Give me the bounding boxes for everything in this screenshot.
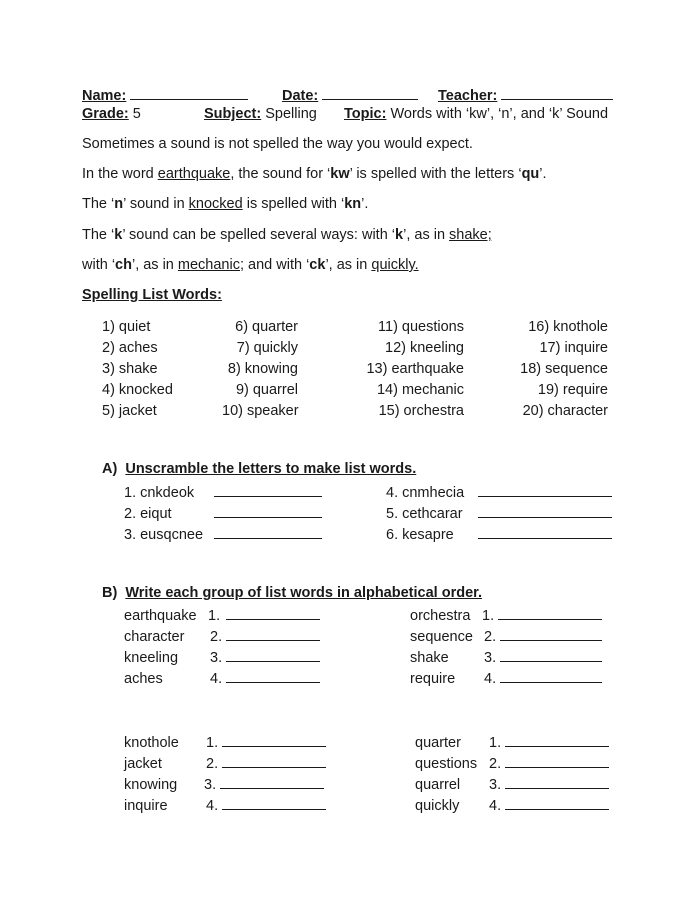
answer-blank[interactable] <box>478 483 612 497</box>
alpha-group-1 <box>124 606 320 690</box>
answer-blank[interactable] <box>500 648 602 662</box>
answer-blank[interactable] <box>505 733 609 747</box>
teacher-label: Teacher: <box>438 88 498 104</box>
name-field <box>82 86 248 104</box>
alpha-row <box>410 606 602 627</box>
alpha-row <box>410 648 602 669</box>
intro-line-3 <box>82 196 368 212</box>
text: In the word <box>82 166 158 182</box>
alpha-group-3 <box>124 733 326 817</box>
group-word: character <box>124 629 185 645</box>
section-b-letter: B) <box>102 585 118 601</box>
text: ’ sound can be spelled several ways: with ‘ <box>122 227 396 243</box>
section-a-title: Unscramble the letters to make list words. <box>125 461 417 477</box>
group-word: knothole <box>124 735 179 751</box>
teacher-field <box>438 86 613 104</box>
text: , the sound for ‘ <box>230 166 331 182</box>
intro-line-5 <box>82 257 419 273</box>
subject-label: Subject: <box>204 106 262 122</box>
topic-field <box>344 106 608 122</box>
section-a-left <box>124 483 322 546</box>
text: ’. <box>361 196 369 212</box>
date-blank[interactable] <box>322 86 418 100</box>
group-word: orchestra <box>410 608 471 624</box>
alpha-row <box>124 627 320 648</box>
spelling-list-title: Spelling List Words: <box>82 287 222 303</box>
sound-key: kn <box>344 196 362 212</box>
answer-blank[interactable] <box>222 733 326 747</box>
answer-blank[interactable] <box>500 669 602 683</box>
list-item: 9) quarrel <box>235 382 298 398</box>
list-item: 11) questions <box>378 319 464 335</box>
group-word: shake <box>410 650 449 666</box>
text: ’, as in <box>403 227 450 243</box>
list-item: 3) shake <box>102 361 158 377</box>
topic-value: Words with ‘kw’, ‘n’, and ‘k’ Sound <box>390 106 609 122</box>
teacher-blank[interactable] <box>501 86 613 100</box>
scramble-item <box>124 504 322 525</box>
text: is spelled with ‘ <box>242 196 345 212</box>
section-a-heading <box>102 461 416 477</box>
answer-blank[interactable] <box>478 504 612 518</box>
order-number: 2. <box>489 756 502 772</box>
alpha-row <box>415 796 609 817</box>
answer-blank[interactable] <box>214 525 322 539</box>
sound-key: ch <box>115 257 132 273</box>
spelling-column-3 <box>360 317 464 422</box>
text: The ‘ <box>82 196 115 212</box>
sound-key: kw <box>330 166 350 182</box>
text: with ‘ <box>82 257 116 273</box>
order-number: 3. <box>204 777 217 793</box>
intro-line-1: Sometimes a sound is not spelled the way you would expect. <box>82 136 473 152</box>
sound-key: qu <box>521 166 540 182</box>
list-item: 2) aches <box>102 340 158 356</box>
example-word: knocked <box>188 196 243 212</box>
list-item: 17) inquire <box>539 340 608 356</box>
scramble-word: 5. cethcarar <box>386 506 463 522</box>
group-word: quarter <box>415 735 461 751</box>
example-word: shake; <box>449 227 492 243</box>
answer-blank[interactable] <box>505 754 609 768</box>
scramble-word: 4. cnmhecia <box>386 485 465 501</box>
spelling-column-4 <box>514 317 608 422</box>
name-label: Name: <box>82 88 127 104</box>
order-number: 2. <box>484 629 497 645</box>
answer-blank[interactable] <box>498 606 602 620</box>
group-word: inquire <box>124 798 168 814</box>
example-word: earthquake <box>157 166 231 182</box>
group-word: kneeling <box>124 650 179 666</box>
text: ’, as in <box>131 257 178 273</box>
group-word: questions <box>415 756 478 772</box>
alpha-row <box>410 627 602 648</box>
alpha-row <box>415 754 609 775</box>
group-word: quarrel <box>415 777 461 793</box>
alpha-group-4 <box>415 733 609 817</box>
subject-field <box>204 106 317 122</box>
order-number: 1. <box>489 735 502 751</box>
alpha-row <box>410 669 602 690</box>
order-number: 1. <box>208 608 221 624</box>
list-item: 5) jacket <box>102 403 157 419</box>
list-item: 1) quiet <box>102 319 151 335</box>
order-number: 4. <box>489 798 502 814</box>
spelling-column-1 <box>102 317 173 422</box>
order-number: 3. <box>210 650 223 666</box>
alpha-row <box>415 775 609 796</box>
sound-key: k <box>395 227 404 243</box>
topic-label: Topic: <box>344 106 387 122</box>
section-b-title: Write each group of list words in alphabetical order. <box>125 585 483 601</box>
order-number: 1. <box>206 735 219 751</box>
order-number: 4. <box>210 671 223 687</box>
group-word: knowing <box>124 777 178 793</box>
list-item: 12) kneeling <box>385 340 464 356</box>
scramble-item <box>124 525 322 546</box>
section-a-letter: A) <box>102 461 118 477</box>
list-item: 16) knothole <box>528 319 608 335</box>
list-item: 14) mechanic <box>376 382 464 398</box>
alpha-row <box>124 796 326 817</box>
order-number: 4. <box>206 798 219 814</box>
grade-field <box>82 106 141 122</box>
sound-key: k <box>114 227 123 243</box>
grade-value: 5 <box>132 106 141 122</box>
alpha-row <box>124 754 326 775</box>
group-word: jacket <box>124 756 162 772</box>
sound-key: ck <box>309 257 326 273</box>
text: ’. <box>539 166 547 182</box>
alpha-group-2 <box>410 606 602 690</box>
alpha-row <box>124 606 320 627</box>
date-field <box>282 86 418 104</box>
answer-blank[interactable] <box>214 483 322 497</box>
list-item: 8) knowing <box>227 361 298 377</box>
answer-blank[interactable] <box>222 754 326 768</box>
order-number: 2. <box>206 756 219 772</box>
example-word: quickly. <box>371 257 419 273</box>
answer-blank[interactable] <box>220 775 324 789</box>
date-label: Date: <box>282 88 319 104</box>
grade-label: Grade: <box>82 106 129 122</box>
scramble-item <box>386 483 612 504</box>
list-item: 20) character <box>522 403 608 419</box>
text: ’ sound in <box>123 196 189 212</box>
answer-blank[interactable] <box>226 606 320 620</box>
answer-blank[interactable] <box>226 648 320 662</box>
list-item: 18) sequence <box>520 361 608 377</box>
list-item: 15) orchestra <box>378 403 464 419</box>
list-item: 13) earthquake <box>366 361 464 377</box>
group-word: require <box>410 671 456 687</box>
text: The ‘ <box>82 227 115 243</box>
list-item: 7) quickly <box>236 340 298 356</box>
intro-line-2 <box>82 166 547 182</box>
text: ’ is spelled with the letters ‘ <box>349 166 522 182</box>
answer-blank[interactable] <box>500 627 602 641</box>
section-a-right <box>386 483 612 546</box>
answer-blank[interactable] <box>505 796 609 810</box>
example-word: mechanic; <box>177 257 244 273</box>
answer-blank[interactable] <box>478 525 612 539</box>
intro-line-4 <box>82 227 492 243</box>
scramble-word: 6. kesapre <box>386 527 454 543</box>
order-number: 3. <box>484 650 497 666</box>
group-word: quickly <box>415 798 460 814</box>
group-word: aches <box>124 671 163 687</box>
list-item: 10) speaker <box>222 403 299 419</box>
sound-key: n <box>114 196 124 212</box>
group-word: sequence <box>410 629 473 645</box>
name-blank[interactable] <box>130 86 248 100</box>
scramble-item <box>386 504 612 525</box>
alpha-row <box>124 648 320 669</box>
scramble-word: 3. eusqcnee <box>124 527 204 543</box>
answer-blank[interactable] <box>222 796 326 810</box>
answer-blank[interactable] <box>214 504 322 518</box>
alpha-row <box>124 669 320 690</box>
text: ’, as in <box>325 257 372 273</box>
subject-value: Spelling <box>265 106 317 122</box>
scramble-item <box>124 483 322 504</box>
answer-blank[interactable] <box>505 775 609 789</box>
alpha-row <box>124 733 326 754</box>
list-item: 4) knocked <box>102 382 173 398</box>
list-item: 6) quarter <box>235 319 298 335</box>
order-number: 2. <box>210 629 223 645</box>
spelling-column-2 <box>222 317 298 422</box>
text: and with ‘ <box>244 257 310 273</box>
answer-blank[interactable] <box>226 627 320 641</box>
scramble-word: 1. cnkdeok <box>124 485 195 501</box>
order-number: 4. <box>484 671 497 687</box>
scramble-item <box>386 525 612 546</box>
answer-blank[interactable] <box>226 669 320 683</box>
group-word: earthquake <box>124 608 197 624</box>
list-item: 19) require <box>537 382 608 398</box>
scramble-word: 2. eiqut <box>124 506 172 522</box>
alpha-row <box>124 775 326 796</box>
order-number: 1. <box>482 608 495 624</box>
section-b-heading <box>102 585 482 601</box>
order-number: 3. <box>489 777 502 793</box>
alpha-row <box>415 733 609 754</box>
